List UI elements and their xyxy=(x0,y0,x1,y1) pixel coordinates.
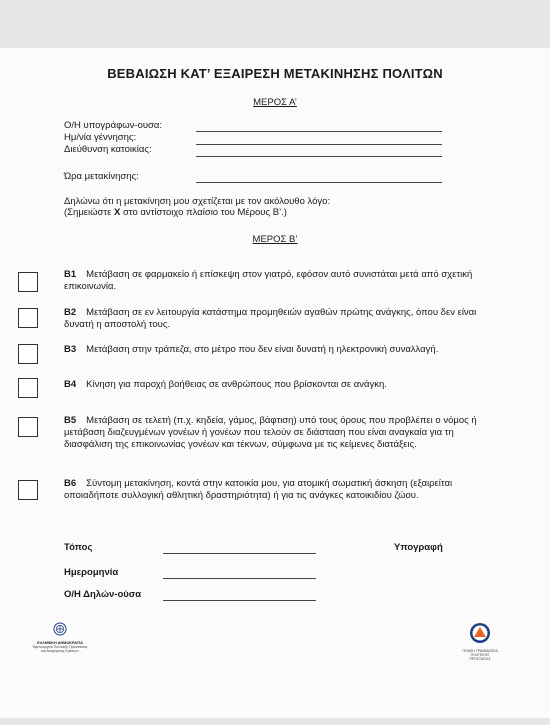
place-label: Τόπος xyxy=(64,542,93,553)
option-b4-checkbox[interactable] xyxy=(18,378,38,398)
coat-of-arms-icon xyxy=(53,622,67,636)
option-b4-code: B4 xyxy=(64,379,77,390)
hellenic-republic-logo xyxy=(30,622,90,653)
travel-time-field[interactable] xyxy=(196,182,442,183)
option-b5-code: B5 xyxy=(64,415,77,426)
option-b1-description: Μετάβαση σε φαρμακείο ή επίσκεψη στον γιατρό, εφόσον αυτό συνιστάται μετά από σχετική επικοινωνία. xyxy=(64,269,473,292)
travel-time-label: Ώρα μετακίνησης: xyxy=(64,171,139,182)
left-logo-sub1: Υφυπουργείο Πολιτικής Προστασίας xyxy=(32,645,88,649)
left-logo-sub2: και Διαχείρισης Κρίσεων xyxy=(41,649,79,653)
declarant-label: Ο/Η Δηλών-ούσα xyxy=(64,589,142,600)
signer-name-field[interactable] xyxy=(196,131,442,132)
option-b3-text xyxy=(64,344,504,356)
option-b3-code: B3 xyxy=(64,344,77,355)
birth-date-field[interactable] xyxy=(196,144,442,145)
option-b5-checkbox[interactable] xyxy=(18,417,38,437)
declaration-line-2-post: στο αντίστοιχο πλαίσιο του Μέρους Β’.) xyxy=(120,207,287,218)
option-b1-code: B1 xyxy=(64,269,77,280)
date-field[interactable] xyxy=(163,578,316,579)
right-logo-sub1: ΓΕΝΙΚΗ ΓΡΑΜΜΑΤΕΙΑ xyxy=(462,649,498,653)
declaration-line-2-pre: (Σημειώστε xyxy=(64,207,115,218)
declaration-mark-x: X xyxy=(114,207,121,218)
signature-label: Υπογραφή xyxy=(394,542,443,553)
signer-name-label: Ο/Η υπογράφων-ουσα: xyxy=(64,120,163,131)
document-title: ΒΕΒΑΙΩΣΗ ΚΑΤ’ ΕΞΑΙΡΕΣΗ ΜΕΤΑΚΙΝΗΣΗΣ ΠΟΛΙΤΩΝ xyxy=(107,66,443,81)
address-field[interactable] xyxy=(196,156,442,157)
right-logo-sub2: ΠΟΛΙΤΙΚΗΣ ΠΡΟΣΤΑΣΙΑΣ xyxy=(469,653,491,661)
document-page xyxy=(0,48,550,718)
option-b6-description: Σύντομη μετακίνηση, κοντά στην κατοικία μου, για ατομική σωματική άσκηση (εξαιρείται οποιαδήποτε συλλογική αθλητική δραστηριότητα) ή για τις ανάγκες κατοικιδίου ζώου. xyxy=(64,478,453,501)
declaration-line-1: Δηλώνω ότι η μετακίνηση μου σχετίζεται με τον ακόλουθο λόγο: xyxy=(64,196,331,207)
option-b2-checkbox[interactable] xyxy=(18,308,38,328)
option-b6-checkbox[interactable] xyxy=(18,480,38,500)
civil-protection-icon xyxy=(469,622,491,644)
option-b2-text xyxy=(64,307,504,331)
option-b6-text xyxy=(64,478,504,502)
declaration-text xyxy=(64,196,330,218)
birth-date-label: Ημ/νία γέννησης: xyxy=(64,132,137,143)
option-b2-description: Μετάβαση σε εν λειτουργία κατάστημα προμηθειών αγαθών πρώτης ανάγκης, όπου δεν είναι δυνατή η αποστολή τους. xyxy=(64,307,477,330)
part-a-heading: ΜΕΡΟΣ Α’ xyxy=(253,97,297,108)
option-b1-checkbox[interactable] xyxy=(18,272,38,292)
left-logo-title: ΕΛΛΗΝΙΚΗ ΔΗΜΟΚΡΑΤΙΑ xyxy=(37,641,83,645)
option-b5-text xyxy=(64,415,504,451)
option-b4-description: Κίνηση για παροχή βοήθειας σε ανθρώπους που βρίσκονται σε ανάγκη. xyxy=(86,379,387,390)
place-field[interactable] xyxy=(163,553,316,554)
option-b2-code: B2 xyxy=(64,307,77,318)
option-b5-description: Μετάβαση σε τελετή (π.χ. κηδεία, γάμος, βάφτιση) υπό τους όρους που προβλέπει ο νόμος ή μετάβαση διαζευγμένων γονέων ή γονέων που τελούν σε διάσταση που είναι αναγκαία για τη διασφάλιση της επικοινωνίας γονέων και τέκνων, σύμφωνα με τις κείμενες διατάξεις. xyxy=(64,415,477,450)
part-b-heading: ΜΕΡΟΣ Β’ xyxy=(252,234,298,245)
civil-protection-logo xyxy=(460,622,500,661)
option-b3-description: Μετάβαση στην τράπεζα, στο μέτρο που δεν είναι δυνατή η ηλεκτρονική συναλλαγή. xyxy=(86,344,439,355)
option-b3-checkbox[interactable] xyxy=(18,344,38,364)
option-b4-text xyxy=(64,379,504,391)
option-b6-code: B6 xyxy=(64,478,77,489)
option-b1-text xyxy=(64,269,504,293)
address-label: Διεύθυνση κατοικίας: xyxy=(64,144,152,155)
declarant-field[interactable] xyxy=(163,600,316,601)
date-label: Ημερομηνία xyxy=(64,567,119,578)
